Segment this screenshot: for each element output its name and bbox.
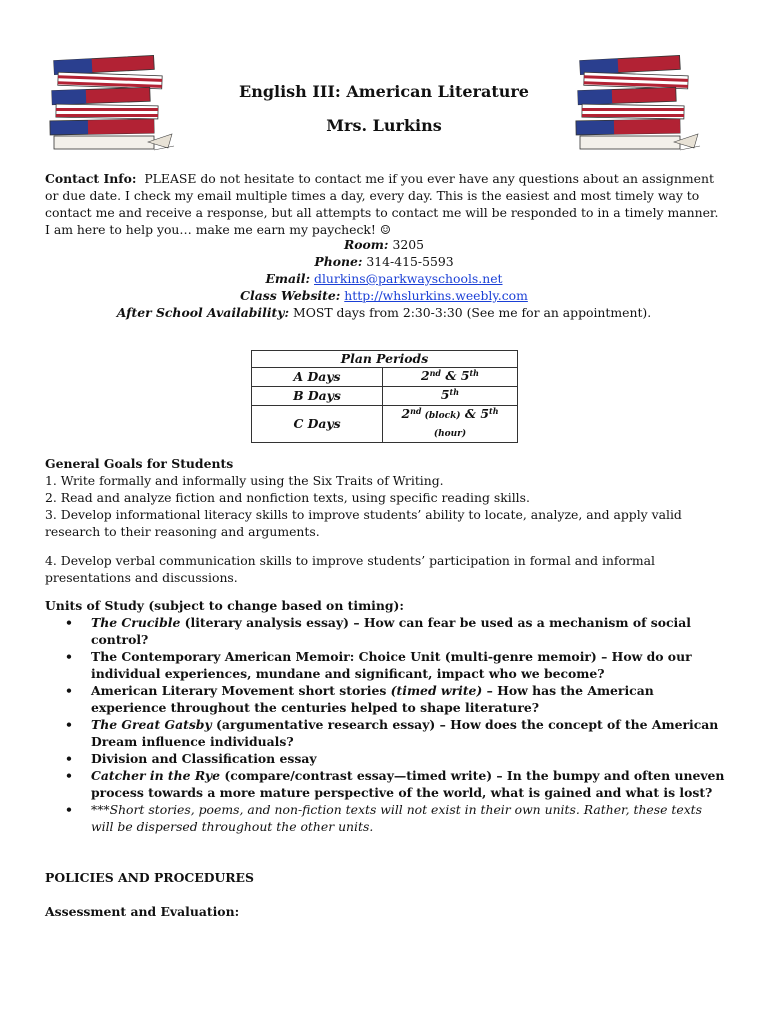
- website-link[interactable]: http://whslurkins.weebly.com: [344, 288, 528, 303]
- contact-details: [0, 236, 768, 321]
- phone-value: 314-415-5593: [366, 254, 454, 269]
- table-row: [252, 368, 518, 387]
- room-label: Room:: [343, 237, 389, 252]
- list-item: • The Great Gatsby (argumentative research essay) – How does the concept of the American Dream influence individuals?: [45, 716, 725, 750]
- list-item: • The Contemporary American Memoir: Choice Unit (multi-genre memoir) – How do our individual experiences, mundane and significant, impact who we become?: [45, 648, 725, 682]
- units-heading: Units of Study: [45, 598, 144, 613]
- units-heading-note: (subject to change based on timing):: [144, 598, 404, 613]
- list-item: • Catcher in the Rye (compare/contrast essay—timed write) – In the bumpy and often uneven process towards a more mature perspective of the world, what is gained and what is lost?: [45, 767, 725, 801]
- room-line: [0, 236, 768, 253]
- list-item: • American Literary Movement short stories (timed write) – How has the American experience throughout the centuries helped to shape literature?: [45, 682, 725, 716]
- goals-heading: General Goals for Students: [45, 456, 234, 471]
- units-of-study: [45, 597, 725, 835]
- general-goals: [45, 455, 725, 586]
- assessment-heading: Assessment and Evaluation:: [45, 904, 240, 919]
- contact-label: Contact Info:: [45, 171, 137, 186]
- goal-item: 2. Read and analyze fiction and nonfiction texts, using specific reading skills.: [45, 490, 530, 505]
- plan-periods-cell: 2nd (block) & 5th (hour): [383, 406, 518, 443]
- plan-day: C Days: [252, 406, 383, 443]
- flag-books-logo-left: [48, 50, 176, 160]
- availability-line: [0, 304, 768, 321]
- room-value: 3205: [392, 237, 424, 252]
- email-label: Email:: [265, 271, 311, 286]
- goal-item: 4. Develop verbal communication skills to improve students’ participation in formal and informal presentations and discussions.: [45, 553, 655, 585]
- policies-heading: POLICIES AND PROCEDURES: [45, 870, 254, 885]
- plan-periods-table: [251, 350, 518, 443]
- plan-periods-header: Plan Periods: [252, 351, 518, 368]
- plan-day: B Days: [252, 387, 383, 406]
- phone-line: [0, 253, 768, 270]
- units-heading-line: [45, 597, 725, 614]
- list-item: • ***Short stories, poems, and non-fiction texts will not exist in their own units. Rather, these texts will be dispersed throughout the other units.: [45, 801, 725, 835]
- teacher-name: Mrs. Lurkins: [326, 116, 442, 135]
- goal-item: 1. Write formally and informally using the Six Traits of Writing.: [45, 473, 444, 488]
- plan-day: A Days: [252, 368, 383, 387]
- plan-periods-cell: 2nd & 5th: [383, 368, 518, 387]
- plan-periods-cell: 5th: [383, 387, 518, 406]
- unit-list: [45, 614, 725, 835]
- course-title: English III: American Literature: [239, 82, 529, 101]
- website-line: [0, 287, 768, 304]
- table-row: [252, 406, 518, 443]
- list-item: • The Crucible (literary analysis essay) – How can fear be used as a mechanism of social control?: [45, 614, 725, 648]
- flag-books-logo-right: [574, 50, 702, 160]
- website-label: Class Website:: [240, 288, 341, 303]
- list-item: • Division and Classification essay: [45, 750, 725, 767]
- email-link[interactable]: dlurkins@parkwayschools.net: [314, 271, 503, 286]
- goal-item: 3. Develop informational literacy skills to improve students’ ability to locate, analyze, and apply valid research to their reasoning and arguments.: [45, 507, 682, 539]
- contact-info: [45, 170, 725, 238]
- phone-label: Phone:: [314, 254, 363, 269]
- table-row: [252, 387, 518, 406]
- email-line: [0, 270, 768, 287]
- availability-label: After School Availability:: [116, 305, 290, 320]
- availability-value: MOST days from 2:30-3:30 (See me for an appointment).: [293, 305, 652, 320]
- contact-text: PLEASE do not hesitate to contact me if you ever have any questions about an assignment or due date. I check my email multiple times a day, every day. This is the easiest and most timely way to contact me and receive a response, but all attempts to contact me will be responded to in a timely manner. I am here to help you… make me earn my paycheck! ☺: [45, 171, 719, 237]
